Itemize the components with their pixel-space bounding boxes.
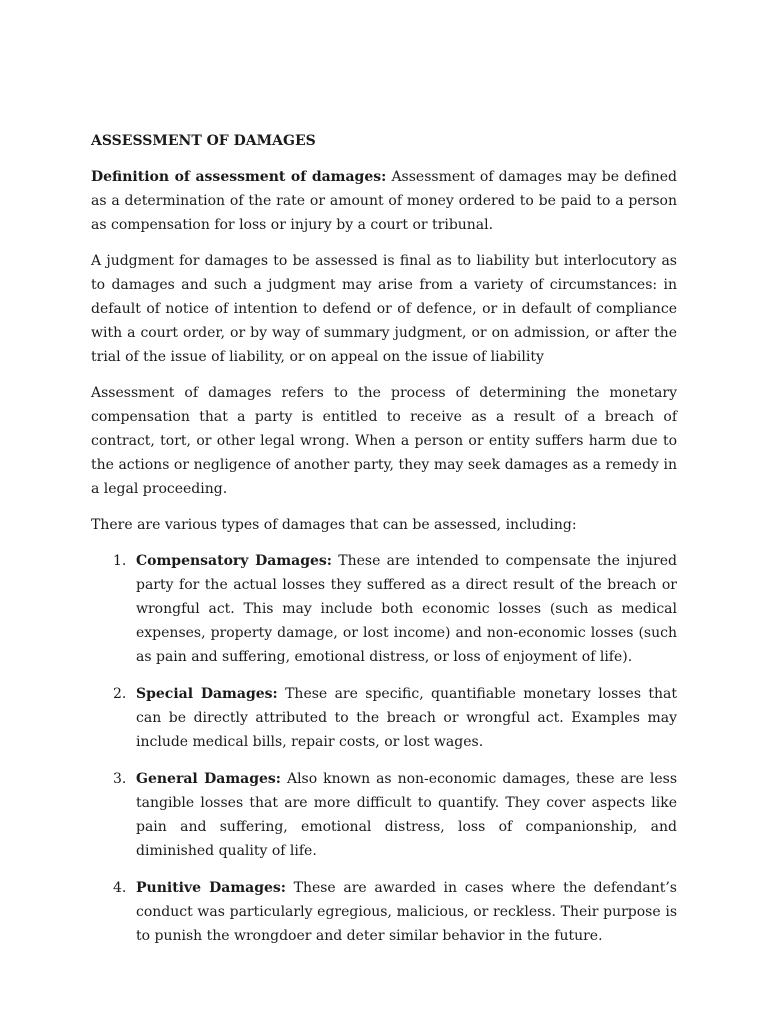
definition-text: Assessment of damages may be defined as a determination of the rate or amount of money ordered to be paid to a person as compensation for loss or injury by a court or tribunal. <box>91 169 678 233</box>
list-item-term: Punitive Damages: <box>136 880 286 896</box>
list-item-number: 3. <box>113 771 127 787</box>
judgment-paragraph: A judgment for damages to be assessed is final as to liability but interlocutory as to damages and such a judgment may arise from a variety of circumstances: in default of notice of intention to defend or of defence, or in default of compliance with a court order, or by way of summary judgment, or on admission, or after the trial of the issue of liability, or on appeal on the issue of liability <box>91 253 677 365</box>
list-item-term: Special Damages: <box>136 686 278 702</box>
document-title: ASSESSMENT OF DAMAGES <box>91 133 316 149</box>
process-paragraph: Assessment of damages refers to the process of determining the monetary compensation that a party is entitled to receive as a result of a breach of contract, tort, or other legal wrong. When a person or entity suffers harm due to the actions or negligence of another party, they may seek damages as a remedy in a legal proceeding. <box>91 385 677 497</box>
list-intro: There are various types of damages that can be assessed, including: <box>91 517 577 533</box>
list-item-term: General Damages: <box>136 771 281 787</box>
damages-types-list <box>91 549 677 948</box>
list-item <box>91 682 677 754</box>
list-item <box>91 767 677 863</box>
list-item-text: These are awarded in cases where the defendant’s conduct was particularly egregious, malicious, or reckless. Their purpose is to punish the wrongdoer and deter similar behavior in the future. <box>136 880 677 944</box>
list-item-text: Also known as non-economic damages, these are less tangible losses that are more difficult to quantify. They cover aspects like pain and suffering, emotional distress, loss of companionship, and diminished quality of life. <box>136 771 678 859</box>
list-item-text: These are specific, quantifiable monetary losses that can be directly attributed to the breach or wrongful act. Examples may include medical bills, repair costs, or lost wages. <box>136 686 677 750</box>
list-item-number: 4. <box>113 880 127 896</box>
list-item <box>91 876 677 948</box>
document-page <box>91 130 677 961</box>
list-item-term: Compensatory Damages: <box>136 553 332 569</box>
list-item-text: These are intended to compensate the injured party for the actual losses they suffered as a direct result of the breach or wrongful act. This may include both economic losses (such as medical expenses, property damage, or lost income) and non-economic losses (such as pain and suffering, emotional distress, or loss of enjoyment of life). <box>136 553 677 665</box>
definition-term: Definition of assessment of damages: <box>91 169 387 185</box>
list-item-number: 1. <box>113 553 127 569</box>
definition-paragraph <box>91 165 677 237</box>
list-item-number: 2. <box>113 686 127 702</box>
list-item <box>91 549 677 669</box>
